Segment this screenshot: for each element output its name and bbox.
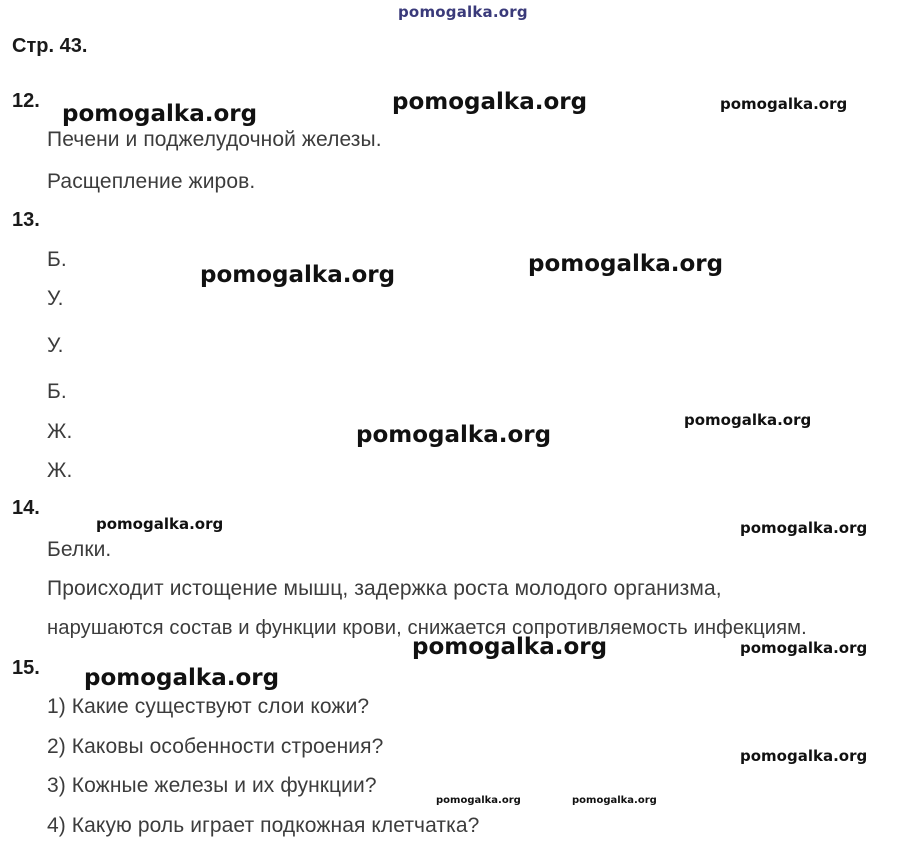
task-13-line-4: Б. <box>47 380 67 403</box>
watermark: pomogalka.org <box>740 639 868 657</box>
watermark-top: pomogalka.org <box>398 3 528 21</box>
task-14-line-3: нарушаются состав и функции крови, снижается сопротивляемость инфекциям. <box>47 617 807 639</box>
watermark: pomogalka.org <box>392 89 588 115</box>
task-15-line-4: 4) Какую роль играет подкожная клетчатка? <box>47 814 480 837</box>
task-15-number: 15. <box>12 657 40 679</box>
task-14-number: 14. <box>12 497 40 519</box>
task-13-number: 13. <box>12 209 40 231</box>
page-label: Стр. 43. <box>12 35 88 57</box>
watermark: pomogalka.org <box>720 95 848 113</box>
task-14-line-1: Белки. <box>47 538 112 561</box>
watermark: pomogalka.org <box>740 747 868 765</box>
task-12-number: 12. <box>12 90 40 112</box>
task-12-line-1: Печени и поджелудочной железы. <box>47 128 382 151</box>
task-12-line-2: Расщепление жиров. <box>47 170 256 193</box>
task-13-line-1: Б. <box>47 248 67 271</box>
watermark: pomogalka.org <box>684 411 812 429</box>
watermark: pomogalka.org <box>356 422 552 448</box>
task-13-line-3: У. <box>47 334 64 357</box>
watermark: pomogalka.org <box>528 251 724 277</box>
watermark: pomogalka.org <box>84 665 280 691</box>
watermark: pomogalka.org <box>62 101 258 127</box>
task-15-line-2: 2) Каковы особенности строения? <box>47 735 384 758</box>
task-15-line-3: 3) Кожные железы и их функции? <box>47 774 377 797</box>
task-15-line-1: 1) Какие существуют слои кожи? <box>47 695 370 718</box>
watermark: pomogalka.org <box>96 515 224 533</box>
task-13-line-2: У. <box>47 287 64 310</box>
task-14-line-2: Происходит истощение мышц, задержка роста молодого организма, <box>47 577 722 600</box>
task-13-line-5: Ж. <box>47 420 73 443</box>
watermark: pomogalka.org <box>740 519 868 537</box>
watermark: pomogalka.org <box>200 262 396 288</box>
watermark: pomogalka.org <box>572 795 657 806</box>
watermark: pomogalka.org <box>436 795 521 806</box>
task-13-line-6: Ж. <box>47 459 73 482</box>
watermark: pomogalka.org <box>412 634 608 660</box>
